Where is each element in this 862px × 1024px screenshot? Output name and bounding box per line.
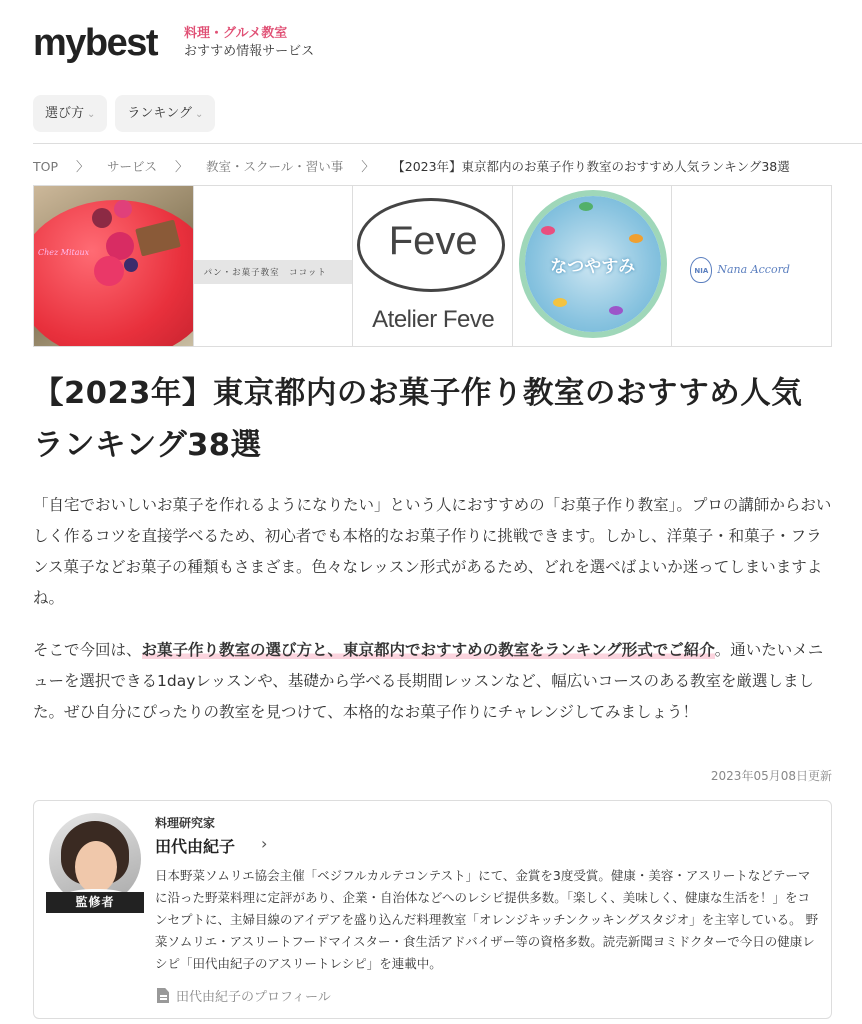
tagline: おすすめ情報サービス <box>184 44 315 59</box>
nana-accord-text: Nana Accord <box>717 263 790 276</box>
breadcrumb-separator-icon: 〉 <box>361 160 375 175</box>
chevron-right-icon[interactable]: › <box>261 834 268 853</box>
article-title: 【2023年】東京都内のお菓子作り教室のおすすめ人気ランキング38選 <box>33 376 803 463</box>
summer-thumbnail[interactable] <box>513 186 673 346</box>
berry-icon <box>114 200 132 218</box>
breadcrumb-current: 【2023年】東京都内のお菓子作り教室のおすすめ人気ランキング38選 <box>392 159 790 174</box>
berry-icon <box>92 208 112 228</box>
chevron-down-icon: ⌄ <box>87 109 96 120</box>
thumbnail-strip <box>33 185 832 347</box>
intro-paragraph: 「自宅でおいしいお菓子を作れるようになりたい」という人におすすめの「お菓子作り教室」。プロの講師からおいしく作るコツを直接学べるため、初心者でも本格的なお菓子作りに挑戦できます。しかし、洋菓子・和菓子・フランス菓子などお菓子の種類もさまざま。色々なレッスン形式があるため、どれを選べばよいか迷ってしまいますよね。 <box>33 496 832 607</box>
watermelon-icon <box>629 234 643 243</box>
intro-paragraph-2 <box>33 635 833 728</box>
nav-howto-label: 選び方 <box>45 106 85 121</box>
breadcrumb-top[interactable]: TOP <box>33 159 59 174</box>
nav-divider <box>33 143 862 144</box>
nana-accord-thumbnail[interactable] <box>672 186 831 346</box>
atelier-feve-caption: Atelier Feve <box>372 306 495 333</box>
cocotte-banner-text: パン・お菓子教室 ココット <box>203 268 327 278</box>
mybest-logo[interactable]: mybest <box>33 22 158 64</box>
profile-link-label: 田代由紀子のプロフィール <box>176 990 331 1005</box>
intro-text-b: 。通いたいメニューを選択できる1dayレッスンや、基礎から学べる長期間レッスンなど、幅広いコースのある教室を厳選しました。ぜひ自分にぴったりの教室を見つけて、本格的なお菓子作りにチャレンジしてみましょう！ <box>33 641 824 721</box>
leaf-icon <box>579 202 593 211</box>
nav-ranking-button[interactable] <box>115 95 215 132</box>
nav-ranking-label: ランキング <box>127 106 193 121</box>
pineapple-icon <box>553 298 567 307</box>
breadcrumb-separator-icon: 〉 <box>175 160 189 175</box>
nav-howto-button[interactable] <box>33 95 107 132</box>
nia-logo-icon: NIA <box>690 257 712 283</box>
avatar-face <box>75 841 117 893</box>
document-icon <box>157 988 169 1003</box>
supervisor-badge: 監修者 <box>46 892 144 913</box>
chevron-down-icon: ⌄ <box>195 109 204 120</box>
intro-highlight: お菓子作り教室の選び方と、東京都内でおすすめの教室をランキング形式でご紹介 <box>141 641 715 659</box>
profile-link[interactable] <box>157 986 331 1005</box>
berry-icon <box>124 258 138 272</box>
cake-photo-thumbnail[interactable] <box>34 186 194 346</box>
feve-logo-text: Feve <box>388 219 478 263</box>
supervisor-card <box>33 800 832 1019</box>
category-label: 料理・グルメ教室 <box>184 26 288 41</box>
updated-date: 2023年05月08日更新 <box>710 769 832 783</box>
intro-text-a: そこで今回は、 <box>33 641 142 659</box>
natsuyasumi-text: なつやすみ <box>550 257 636 277</box>
breadcrumb-service[interactable]: サービス <box>107 159 158 174</box>
cake-script-text: Chez Mitaux <box>38 248 90 257</box>
berry-icon <box>94 256 124 286</box>
supervisor-role: 料理研究家 <box>155 816 216 830</box>
cocotte-thumbnail[interactable] <box>194 186 354 346</box>
breadcrumb-separator-icon: 〉 <box>76 160 90 175</box>
breadcrumb-school[interactable]: 教室・スクール・習い事 <box>206 159 344 174</box>
flower-icon <box>541 226 555 235</box>
flower-icon <box>609 306 623 315</box>
atelier-feve-thumbnail[interactable] <box>353 186 513 346</box>
nav-bar <box>33 95 215 132</box>
supervisor-name-link[interactable]: 田代由紀子 <box>155 837 236 856</box>
supervisor-bio: 日本野菜ソムリエ協会主催「ベジフルカルテコンテスト」にて、金賞を3度受賞。健康・美容・アスリートなどテーマに沿った野菜料理に定評があり、企業・自治体などへのレシピ提供多数。「楽しく、美味しく、健康な生活を！」をコンセプトに、主婦目線のアイデアを盛り込んだ料理教室「オレンジキッチンクッキングスタジオ」を主宰している。 野菜ソムリエ・アスリートフードマイスター・食生活アドバイザー等の資格多数。読売新聞ヨミドクターで今日の健康レシピ「田代由紀子のアスリートレシピ」を連載中。 <box>155 868 819 971</box>
breadcrumb <box>33 156 790 175</box>
